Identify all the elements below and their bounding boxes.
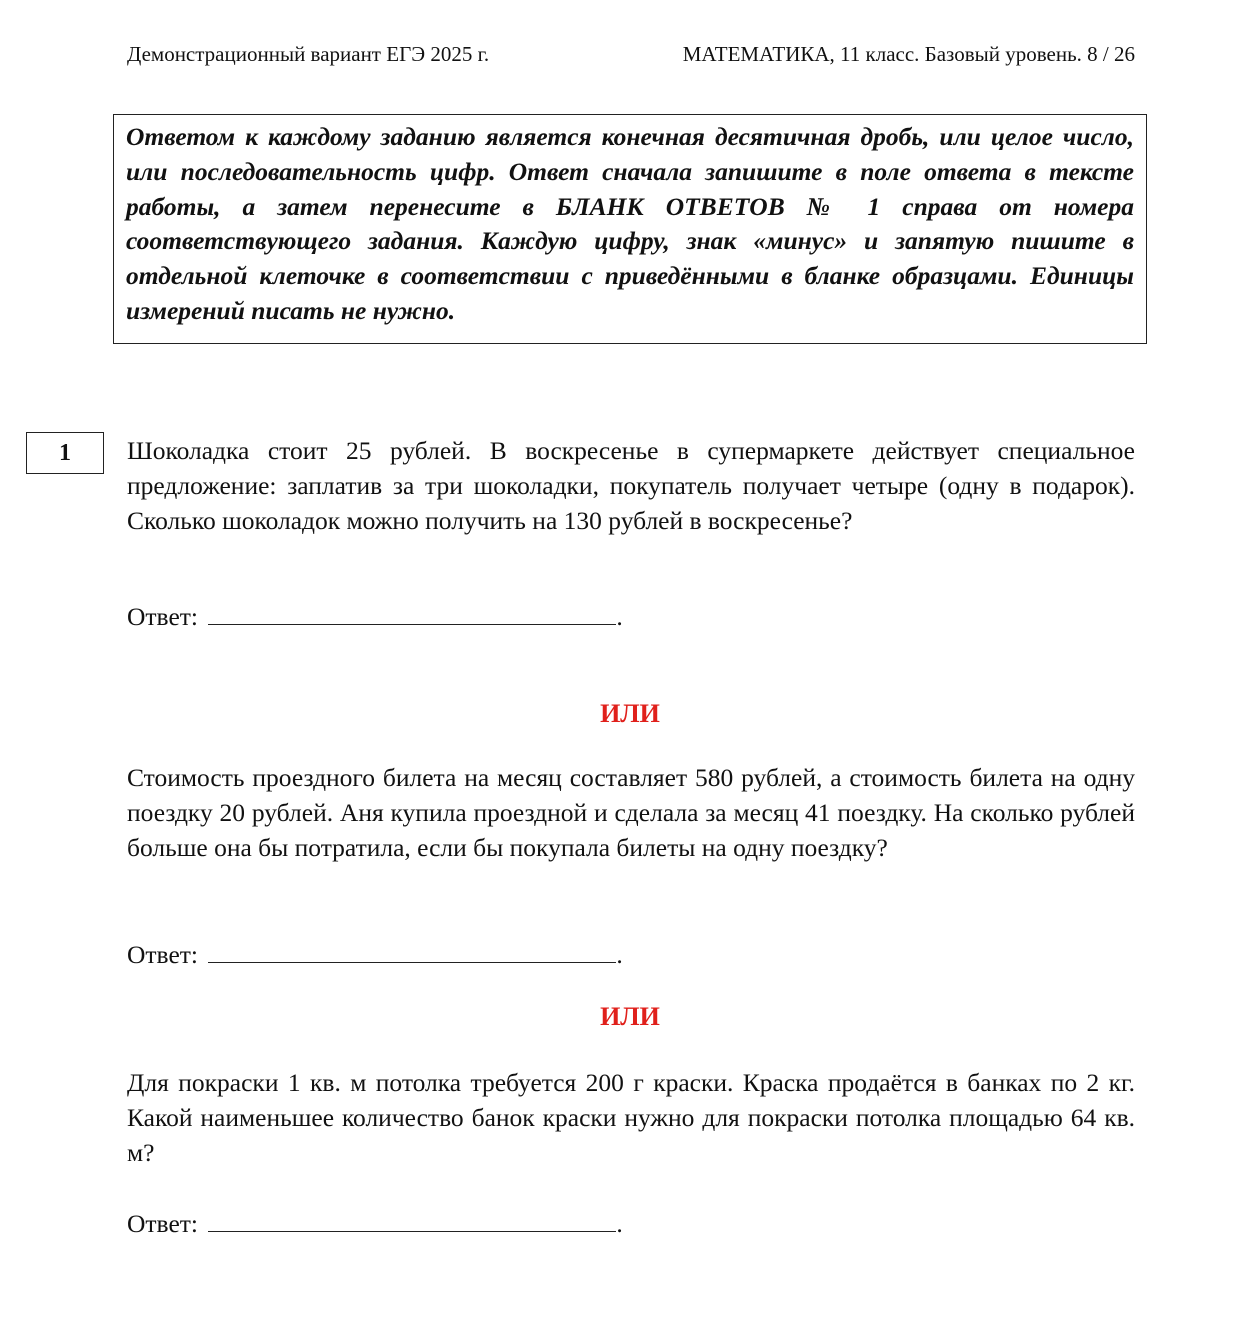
answer-period: . <box>616 602 623 631</box>
instruction-box <box>113 114 1147 344</box>
header-exam-title: Демонстрационный вариант ЕГЭ 2025 г. <box>127 42 490 66</box>
answer-label: Ответ: <box>127 1209 198 1238</box>
or-separator-2: ИЛИ <box>600 1002 660 1031</box>
instruction-text: Ответом к каждому заданию является конечная десятичная дробь, или целое число, или последовательность цифр. Ответ сначала запишите в поле ответа в тексте работы, а затем перенесите в БЛАНК ОТВЕТОВ № 1 справа от номера соответствующего задания. Каждую цифру, знак «минус» и запятую пишите в отдельной клеточке в соответствии с приведёнными в бланке образцами. Единицы измерений писать не нужно. <box>126 122 1134 325</box>
answer-row-1 <box>127 600 623 632</box>
answer-label: Ответ: <box>127 940 198 969</box>
problem-text-3: Для покраски 1 кв. м потолка требуется 200 г краски. Краска продаётся в банках по 2 кг. Какой наименьшее количество банок краски нужно для покраски потолка площадью 64 кв. м? <box>127 1068 1135 1167</box>
answer-field-2[interactable] <box>208 938 616 963</box>
task-number-box: 1 <box>26 432 104 474</box>
answer-period: . <box>616 940 623 969</box>
problem-text-1: Шоколадка стоит 25 рублей. В воскресенье в супермаркете действует специальное предложение: заплатив за три шоколадки, покупатель получает четыре (одну в подарок). Сколько шоколадок можно получить на 130 рублей в воскресенье? <box>127 436 1135 535</box>
answer-period: . <box>616 1209 623 1238</box>
answer-label: Ответ: <box>127 602 198 631</box>
or-separator-1: ИЛИ <box>600 699 660 728</box>
problem-text-2: Стоимость проездного билета на месяц составляет 580 рублей, а стоимость билета на одну поездку 20 рублей. Аня купила проездной и сделала за месяц 41 поездку. На сколько рублей больше она бы потратила, если бы покупала билеты на одну поездку? <box>127 763 1135 862</box>
answer-row-2 <box>127 938 623 970</box>
answer-field-3[interactable] <box>208 1207 616 1232</box>
header-subject-page: МАТЕМАТИКА, 11 класс. Базовый уровень. 8 / 26 <box>682 42 1135 66</box>
answer-field-1[interactable] <box>208 600 616 625</box>
answer-row-3 <box>127 1207 623 1239</box>
